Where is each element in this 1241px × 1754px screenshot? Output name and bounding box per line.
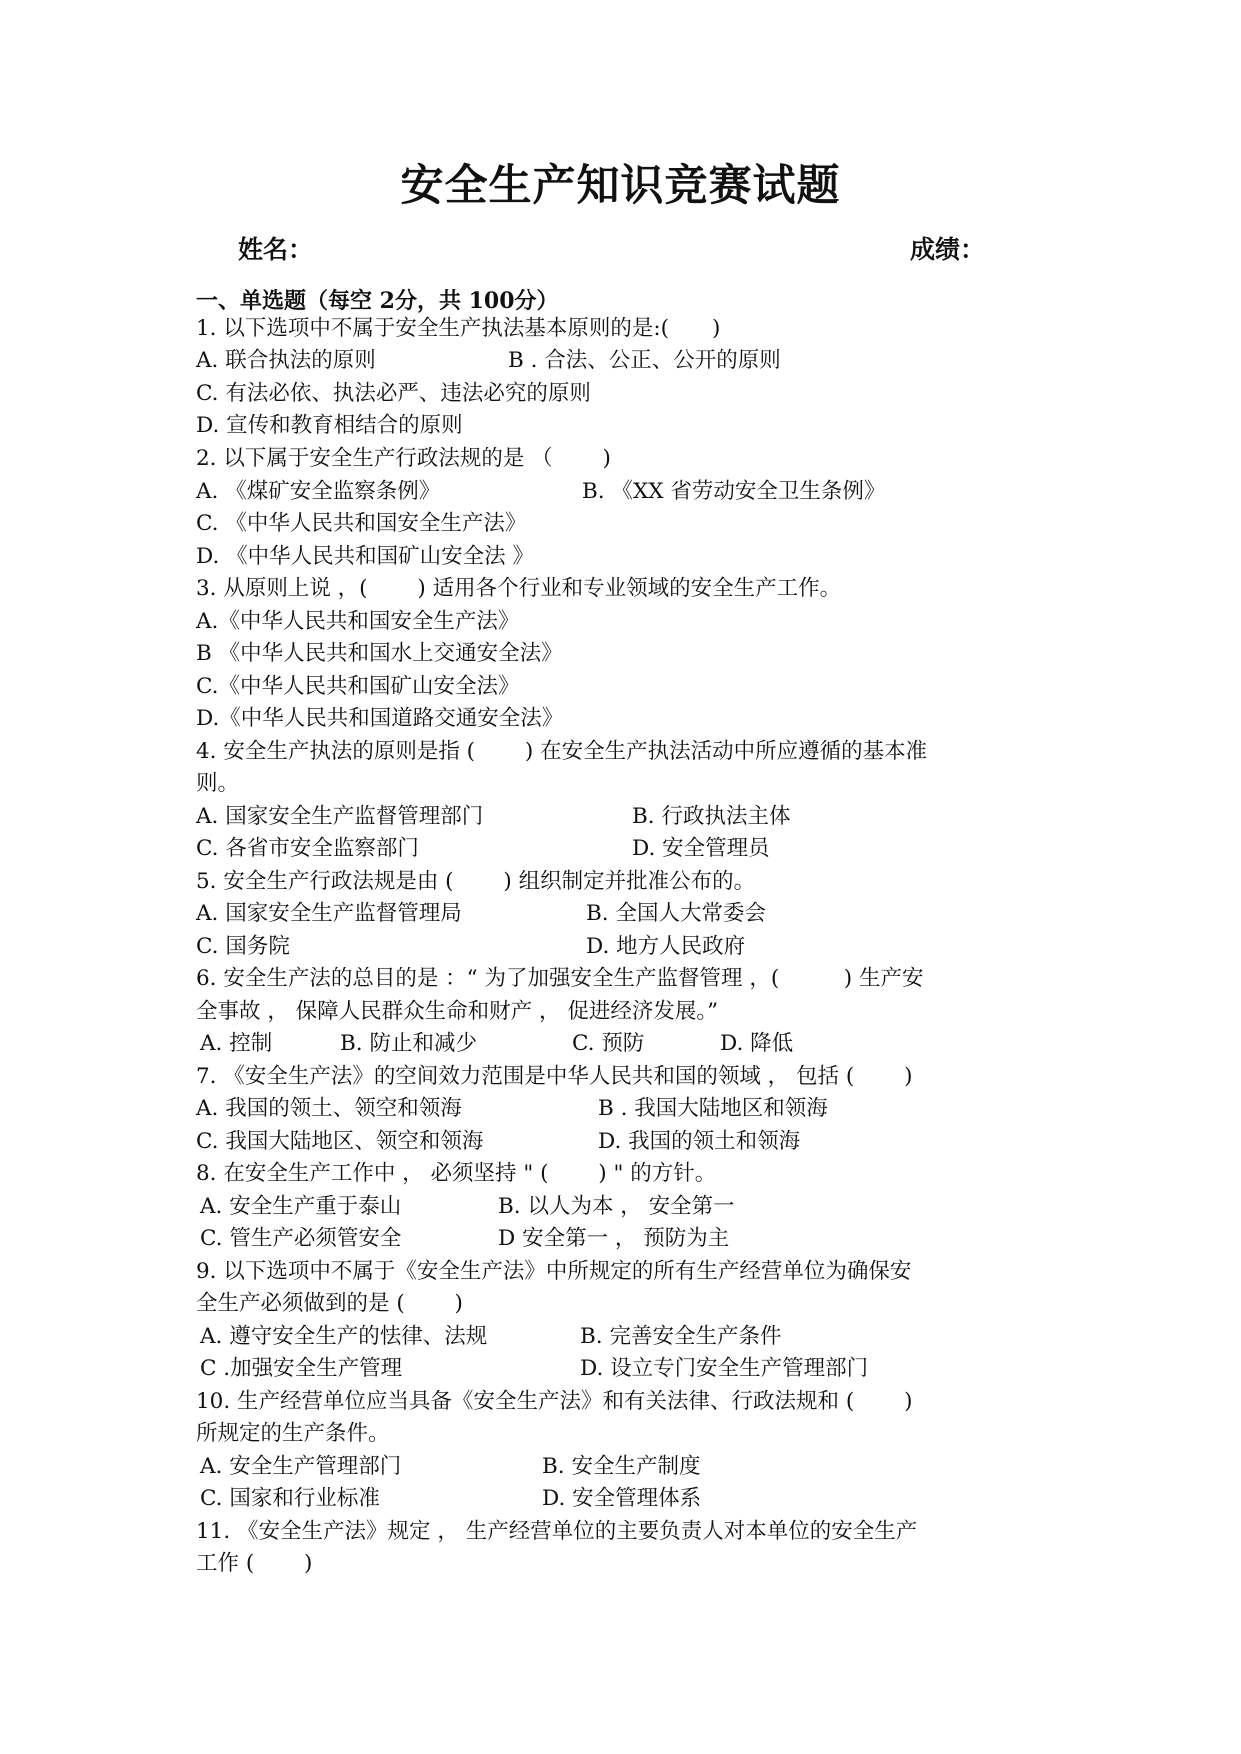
question-4-option-b: B. 行政执法主体 xyxy=(632,804,791,829)
question-9-option-c: C .加强安全生产管理 xyxy=(200,1356,403,1381)
question-1-option-d: D. 宣传和教育相结合的原则 xyxy=(196,413,463,438)
question-8: 8. 在安全生产工作中 ， 必须坚持 " ( ) " 的方针。 xyxy=(196,1161,717,1186)
question-1: 1. 以下选项中不属于安全生产执法基本原则的是:( ) xyxy=(196,316,721,341)
section-heading: 一、单选题（每空 2分，共 100分） xyxy=(196,288,559,314)
question-4-continued: 则。 xyxy=(196,771,240,796)
question-5-option-b: B. 全国人大常委会 xyxy=(586,901,766,926)
question-10-option-d: D. 安全管理体系 xyxy=(542,1486,702,1511)
question-9: 9. 以下选项中不属于《安全生产法》中所规定的所有生产经营单位为确保安 xyxy=(196,1259,912,1284)
question-7-option-d: D. 我国的领土和领海 xyxy=(598,1129,801,1154)
question-2-option-d: D. 《中华人民共和国矿山安全法 》 xyxy=(196,544,534,569)
question-6-option-c: C. 预防 xyxy=(572,1031,645,1056)
question-1-option-a: A. 联合执法的原则 xyxy=(196,348,376,373)
question-6-option-d: D. 降低 xyxy=(720,1031,794,1056)
question-8-option-b: B. 以人为本 ， 安全第一 xyxy=(498,1194,735,1219)
question-2: 2. 以下属于安全生产行政法规的是 （ ) xyxy=(196,446,611,471)
question-3-option-a: A.《中华人民共和国安全生产法》 xyxy=(196,609,520,634)
question-3-option-b: B 《中华人民共和国水上交通安全法》 xyxy=(196,641,563,666)
question-9-option-b: B. 完善安全生产条件 xyxy=(580,1324,782,1349)
question-7-option-c: C. 我国大陆地区、领空和领海 xyxy=(196,1129,484,1154)
document-title: 安全生产知识竞赛试题 xyxy=(400,161,841,211)
question-5-option-a: A. 国家安全生产监督管理局 xyxy=(196,901,462,926)
question-9-continued: 全生产必须做到的是 ( ) xyxy=(196,1291,463,1316)
question-10-option-c: C. 国家和行业标准 xyxy=(200,1486,380,1511)
question-1-option-c: C. 有法必依、执法必严、违法必究的原则 xyxy=(196,381,591,406)
question-6-option-a: A. 控制 xyxy=(200,1031,273,1056)
question-7-option-a: A. 我国的领土、领空和领海 xyxy=(196,1096,462,1121)
name-field-label: 姓名： xyxy=(238,235,314,264)
question-9-option-d: D. 设立专门安全生产管理部门 xyxy=(580,1356,869,1381)
question-8-option-c: C. 管生产必须管安全 xyxy=(200,1226,402,1251)
question-4-option-d: D. 安全管理员 xyxy=(632,836,770,861)
question-4-option-a: A. 国家安全生产监督管理部门 xyxy=(196,804,484,829)
question-2-option-b: B. 《XX 省劳动安全卫生条例》 xyxy=(582,479,886,504)
question-2-option-a: A. 《煤矿安全监察条例》 xyxy=(196,479,441,504)
question-5-option-d: D. 地方人民政府 xyxy=(586,934,746,959)
question-6: 6. 安全生产法的总目的是 ：“ 为了加强安全生产监督管理 ，( ) 生产安 xyxy=(196,966,924,991)
question-9-option-a: A. 遵守安全生产的怯律、法规 xyxy=(200,1324,488,1349)
question-1-option-b: B . 合法、公正、公开的原则 xyxy=(508,348,781,373)
question-2-option-c: C. 《中华人民共和国安全生产法》 xyxy=(196,511,527,536)
question-10-continued: 所规定的生产条件。 xyxy=(196,1421,390,1446)
question-8-option-a: A. 安全生产重于泰山 xyxy=(200,1194,402,1219)
question-8-option-d: D 安全第一 ， 预防为主 xyxy=(498,1226,730,1251)
question-4: 4. 安全生产执法的原则是指 ( ) 在安全生产执法活动中所应遵循的基本准 xyxy=(196,739,928,764)
question-3: 3. 从原则上说 ，( ) 适用各个行业和专业领域的安全生产工作。 xyxy=(196,576,842,601)
question-11-continued: 工作 ( ) xyxy=(196,1551,313,1576)
question-5-option-c: C. 国务院 xyxy=(196,934,290,959)
question-11: 11. 《安全生产法》规定 ， 生产经营单位的主要负责人对本单位的安全生产 xyxy=(196,1519,918,1544)
question-3-option-c: C.《中华人民共和国矿山安全法》 xyxy=(196,674,520,699)
question-4-option-c: C. 各省市安全监察部门 xyxy=(196,836,419,861)
question-10: 10. 生产经营单位应当具备《安全生产法》和有关法律、行政法规和 ( ) xyxy=(196,1389,913,1414)
question-6-continued: 全事故 ， 保障人民群众生命和财产 ， 促进经济发展。” xyxy=(196,999,719,1024)
score-field-label: 成绩： xyxy=(910,235,986,264)
question-6-option-b: B. 防止和减少 xyxy=(340,1031,477,1056)
question-7-option-b: B . 我国大陆地区和领海 xyxy=(598,1096,828,1121)
question-5: 5. 安全生产行政法规是由 ( ) 组织制定并批准公布的。 xyxy=(196,869,756,894)
question-10-option-b: B. 安全生产制度 xyxy=(542,1454,701,1479)
question-7: 7. 《安全生产法》的空间效力范围是中华人民共和国的领域 ， 包括 ( ) xyxy=(196,1064,913,1089)
question-3-option-d: D.《中华人民共和国道路交通安全法》 xyxy=(196,706,564,731)
question-10-option-a: A. 安全生产管理部门 xyxy=(200,1454,402,1479)
